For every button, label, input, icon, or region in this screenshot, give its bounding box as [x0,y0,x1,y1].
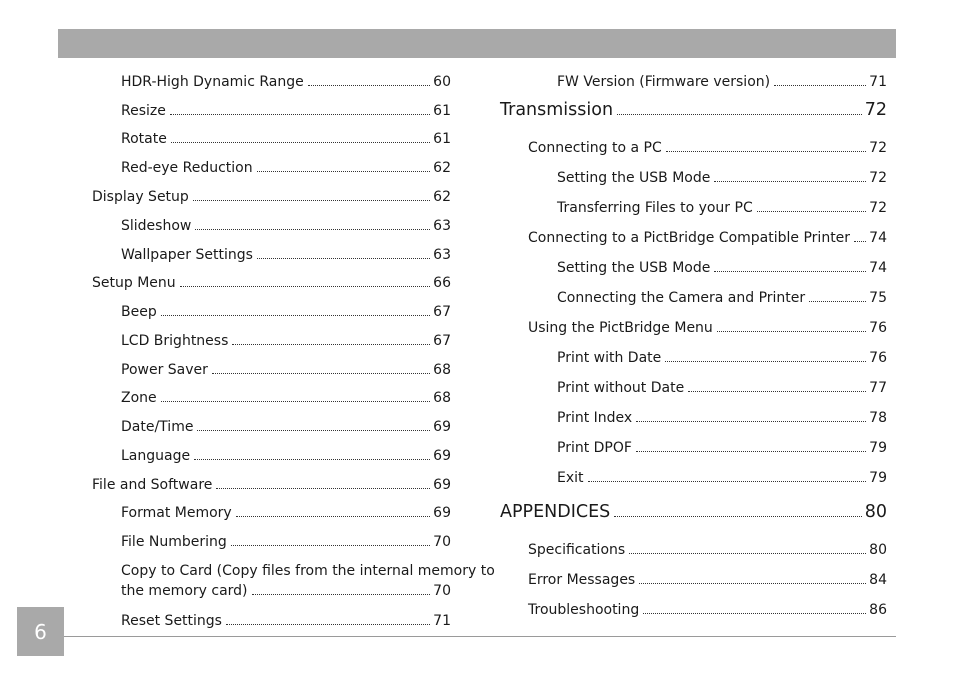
toc-entry-title: Resize [121,103,166,119]
toc-entry-title: Transferring Files to your PC [557,200,753,216]
toc-entry-page: 68 [433,390,451,406]
toc-entry[interactable] [92,476,451,494]
toc-entry-title: Zone [121,390,157,406]
toc-entry-page: 67 [433,333,451,349]
toc-entry-page: 77 [869,380,887,396]
toc-entry[interactable] [557,379,887,397]
toc-entry-title: LCD Brightness [121,333,229,349]
toc-leader [666,139,866,152]
toc-leader [257,246,430,259]
toc-entry[interactable] [557,349,887,367]
toc-entry-page: 63 [433,218,451,234]
toc-entry-title: Specifications [528,542,626,558]
toc-entry[interactable] [557,289,887,307]
toc-leader [643,601,866,614]
toc-leader [714,259,866,272]
toc-entry[interactable] [121,102,451,120]
toc-entry[interactable] [121,533,451,551]
toc-entry-page: 69 [433,477,451,493]
toc-entry-page: 61 [433,131,451,147]
toc-entry-page: 62 [433,189,451,205]
toc-entry[interactable] [121,159,451,177]
toc-entry-page: 74 [869,260,887,276]
toc-entry-page: 86 [869,602,887,618]
toc-chapter[interactable] [500,99,887,121]
toc-entry-title: Reset Settings [121,613,222,629]
toc-entry-title: Slideshow [121,218,192,234]
toc-entry-title: Copy to Card (Copy files from the internal memory to [121,563,495,579]
toc-leader [636,439,866,452]
toc-entry[interactable] [121,562,495,600]
toc-leader [629,541,866,554]
toc-entry[interactable] [121,504,451,522]
toc-leader [717,319,866,332]
toc-entry-page: 80 [869,542,887,558]
toc-entry[interactable] [557,409,887,427]
toc-leader [257,159,431,172]
toc-leader [194,447,430,460]
toc-entry-title: FW Version (Firmware version) [557,74,771,90]
toc-chapter-title: APPENDICES [500,502,611,522]
toc-entry-page: 79 [869,470,887,486]
toc-entry-title: Language [121,448,191,464]
toc-leader [617,100,862,115]
toc-chapter[interactable] [500,501,887,523]
toc-entry[interactable] [121,389,451,407]
toc-entry-title: Date/Time [121,419,194,435]
toc-entry[interactable] [121,447,451,465]
toc-entry[interactable] [92,274,451,292]
toc-entry-title: Print Index [557,410,633,426]
toc-entry[interactable] [528,139,887,157]
toc-entry[interactable] [528,601,887,619]
toc-entry[interactable] [557,469,887,487]
toc-entry[interactable] [121,246,451,264]
toc-leader [252,582,431,595]
toc-entry[interactable] [528,229,887,247]
toc-entry[interactable] [528,319,887,337]
toc-entry-page: 72 [869,170,887,186]
toc-entry-title: Connecting the Camera and Printer [557,290,806,306]
toc-entry-title: Red-eye Reduction [121,160,253,176]
toc-entry-title: Error Messages [528,572,636,588]
toc-leader [232,332,430,345]
page-number: 6 [34,619,47,644]
toc-entry-page: 66 [433,275,451,291]
toc-entry[interactable] [528,571,887,589]
toc-entry[interactable] [121,303,451,321]
header-bar [58,29,896,58]
toc-leader [193,188,430,201]
toc-entry-title: Beep [121,304,157,320]
toc-leader [757,199,866,212]
toc-entry-title: Display Setup [92,189,189,205]
toc-entry[interactable] [121,217,451,235]
toc-entry-page: 62 [433,160,451,176]
toc-entry-title: Exit [557,470,584,486]
toc-entry-title: Connecting to a PC [528,140,662,156]
toc-entry-title: Using the PictBridge Menu [528,320,713,336]
toc-chapter-page: 80 [864,502,887,522]
toc-entry-title: HDR-High Dynamic Range [121,74,304,90]
toc-leader [171,130,430,143]
toc-leader [588,469,867,482]
toc-entry-title: Wallpaper Settings [121,247,253,263]
toc-entry[interactable] [121,332,451,350]
toc-leader [216,476,430,489]
toc-entry-page: 74 [869,230,887,246]
toc-leader [636,409,866,422]
toc-entry-title: Power Saver [121,362,208,378]
toc-chapter-page: 72 [864,100,887,120]
toc-leader [195,217,430,230]
toc-leader [161,303,430,316]
toc-entry-title: Troubleshooting [528,602,640,618]
toc-entry[interactable] [121,418,451,436]
toc-entry-page: 76 [869,320,887,336]
toc-leader [809,289,866,302]
toc-leader [180,274,431,287]
toc-leader [197,418,430,431]
toc-entry-page: 70 [433,534,451,550]
toc-entry-title: Setting the USB Mode [557,260,711,276]
toc-entry-title: File and Software [92,477,213,493]
footer-rule [58,636,896,637]
toc-leader [688,379,866,392]
toc-leader [665,349,866,362]
toc-leader [308,73,430,86]
toc-entry-title: Rotate [121,131,167,147]
toc-entry-title: Connecting to a PictBridge Compatible Printer [528,230,851,246]
toc-entry[interactable] [121,130,451,148]
toc-entry-page: 79 [869,440,887,456]
toc-leader [170,102,430,115]
toc-entry-page: 63 [433,247,451,263]
toc-entry-page: 84 [869,572,887,588]
toc-entry-title: Format Memory [121,505,232,521]
toc-entry-page: 61 [433,103,451,119]
toc-entry-page: 78 [869,410,887,426]
toc-entry-title: Print without Date [557,380,685,396]
toc-leader [226,612,430,625]
toc-entry-page: 72 [869,140,887,156]
toc-entry-title: Print DPOF [557,440,632,456]
toc-entry-page: 69 [433,448,451,464]
toc-entry[interactable] [557,169,887,187]
toc-entry-page: 60 [433,74,451,90]
toc-leader [639,571,866,584]
toc-entry-page: 75 [869,290,887,306]
toc-leader [212,361,430,374]
toc-entry-page: 70 [433,583,451,599]
toc-entry-title: Setting the USB Mode [557,170,711,186]
toc-leader [161,389,431,402]
toc-entry-page: 76 [869,350,887,366]
toc-entry[interactable] [121,73,451,91]
toc-leader [614,502,861,517]
toc-entry[interactable] [92,188,451,206]
toc-entry[interactable] [557,439,887,457]
toc-entry[interactable] [557,73,887,91]
toc-entry-title: File Numbering [121,534,227,550]
toc-chapter-title: Transmission [500,100,614,120]
page-number-box [17,607,64,656]
toc-entry[interactable] [121,361,451,379]
toc-entry[interactable] [528,541,887,559]
toc-leader [236,504,430,517]
toc-entry-title: Print with Date [557,350,662,366]
toc-leader [854,229,866,242]
toc-entry[interactable] [557,199,887,217]
toc-entry-page: 67 [433,304,451,320]
toc-entry-title: Setup Menu [92,275,176,291]
toc-entry-page: 72 [869,200,887,216]
toc-entry[interactable] [121,612,451,630]
toc-leader [714,169,866,182]
toc-entry-page: 69 [433,505,451,521]
toc-entry-title-continued: the memory card) [121,583,248,599]
toc-entry-page: 68 [433,362,451,378]
toc-entry-page: 71 [869,74,887,90]
toc-entry[interactable] [557,259,887,277]
toc-entry-page: 69 [433,419,451,435]
toc-leader [231,533,430,546]
toc-entry-page: 71 [433,613,451,629]
toc-leader [774,73,866,86]
